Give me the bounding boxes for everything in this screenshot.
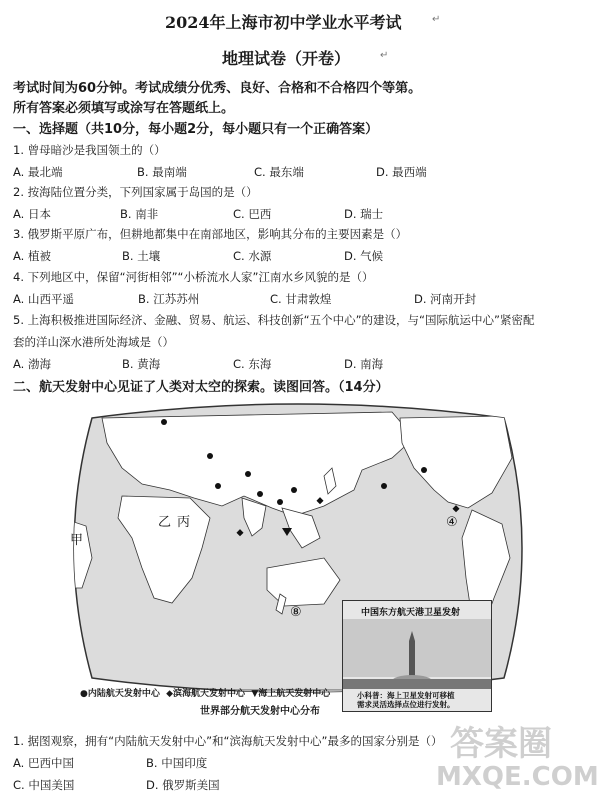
option-b[interactable]: B. 江苏苏州 — [138, 292, 200, 306]
exam-title: 2024年上海市初中学业水平考试 — [165, 13, 402, 32]
option-c[interactable]: C. 中国美国 — [13, 778, 75, 792]
label-4: ④ — [446, 515, 458, 530]
option-a[interactable]: A. 渤海 — [13, 357, 51, 371]
label-yi: 乙 — [158, 515, 172, 530]
question-stem: 3. 俄罗斯平原广布，但耕地都集中在南部地区，影响其分布的主要因素是（） — [13, 227, 408, 241]
inland-launch-site — [245, 471, 251, 477]
question-stem: 4. 下列地区中，保留“河街相邻”“小桥流水人家”江南水乡风貌的是（） — [13, 270, 374, 284]
question-stem-line: 套的洋山深水港所处海域是（） — [13, 335, 174, 349]
instruction-line: 考试时间为60分钟。考试成绩分优秀、良好、合格和不合格四个等第。 — [13, 81, 422, 96]
option-d[interactable]: D. 俄罗斯美国 — [146, 778, 220, 792]
option-c[interactable]: C. 最东端 — [254, 165, 304, 179]
inland-launch-site — [421, 467, 427, 473]
option-c[interactable]: C. 甘肃敦煌 — [270, 292, 332, 306]
option-a[interactable]: A. 山西平遥 — [13, 292, 74, 306]
option-b[interactable]: B. 最南端 — [137, 165, 187, 179]
label-jia: 甲 — [70, 533, 84, 548]
option-c[interactable]: C. 东海 — [233, 357, 272, 371]
watermark-url: MXQE.COM — [436, 762, 599, 792]
label-8: ⑧ — [290, 605, 302, 620]
photo-title: 中国东方航天港卫星发射 — [361, 608, 461, 618]
option-d[interactable]: D. 气候 — [344, 249, 384, 263]
option-a[interactable]: A. 植被 — [13, 249, 51, 263]
launch-photo — [342, 600, 492, 712]
legend-coastal: ◆滨海航天发射中心 — [166, 689, 246, 699]
label-bing: 丙 — [177, 515, 191, 530]
question-stem: 2. 按海陆位置分类，下列国家属于岛国的是（） — [13, 185, 258, 199]
option-d[interactable]: D. 最西端 — [376, 165, 427, 179]
inland-launch-site — [381, 483, 387, 489]
legend-sea: ▼海上航天发射中心 — [251, 689, 331, 699]
option-a[interactable]: A. 日本 — [13, 207, 51, 221]
map-caption: 世界部分航天发射中心分布 — [200, 706, 320, 717]
question-stem: 1. 曾母暗沙是我国领土的（） — [13, 143, 166, 157]
option-a[interactable]: A. 最北端 — [13, 165, 63, 179]
option-b[interactable]: B. 南非 — [120, 207, 159, 221]
section-heading: 一、选择题（共10分，每小题2分，每小题只有一个正确答案） — [13, 122, 379, 137]
option-c[interactable]: C. 巴西 — [233, 207, 272, 221]
map-legend — [80, 686, 330, 699]
inland-launch-site — [257, 491, 263, 497]
inland-launch-site — [161, 419, 167, 425]
question-stem: 1. 据图观察，拥有“内陆航天发射中心”和“滨海航天发射中心”最多的国家分别是（） — [13, 734, 443, 748]
question-stem-line: 5. 上海积极推进国际经济、金融、贸易、航运、科技创新“五个中心”的建设，与“国际航运中心”紧密配 — [13, 313, 535, 327]
option-d[interactable]: D. 瑞士 — [344, 207, 384, 221]
legend-inland: ●内陆航天发射中心 — [80, 689, 160, 699]
option-b[interactable]: B. 土壤 — [122, 249, 161, 263]
option-c[interactable]: C. 水源 — [233, 249, 272, 263]
section-heading: 二、航天发射中心见证了人类对太空的探索。读图回答。（14分） — [13, 380, 389, 395]
inland-launch-site — [215, 483, 221, 489]
paragraph-mark: ↵ — [432, 14, 441, 25]
inland-launch-site — [291, 487, 297, 493]
watermark — [430, 712, 599, 802]
option-d[interactable]: D. 河南开封 — [414, 292, 477, 306]
inland-launch-site — [277, 499, 283, 505]
watermark-logo: 答案圈 — [450, 724, 552, 764]
inland-launch-site — [207, 453, 213, 459]
exam-subtitle: 地理试卷（开卷） — [222, 49, 351, 68]
photo-note-line: 小科普：海上卫星发射可移植 — [357, 691, 455, 700]
option-b[interactable]: B. 黄海 — [122, 357, 161, 371]
paragraph-mark: ↵ — [380, 50, 389, 61]
photo-note — [357, 691, 455, 709]
option-a[interactable]: A. 巴西中国 — [13, 756, 74, 770]
photo-note-line: 需求灵活选择点位进行发射。 — [357, 700, 455, 709]
option-b[interactable]: B. 中国印度 — [146, 756, 208, 770]
instruction-line: 所有答案必须填写或涂写在答题纸上。 — [13, 101, 235, 116]
option-d[interactable]: D. 南海 — [344, 357, 384, 371]
